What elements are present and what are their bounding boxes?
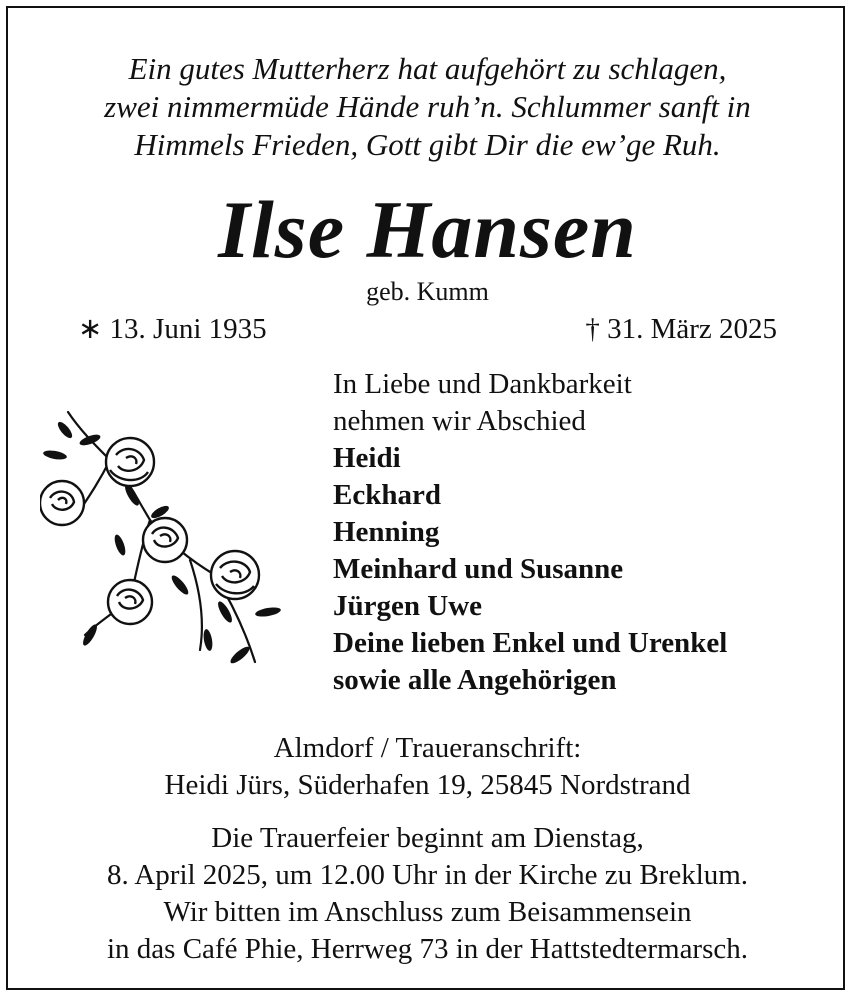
farewell-line: nehmen wir Abschied [333, 405, 586, 437]
mourner-name: Jürgen Uwe [333, 590, 483, 622]
farewell-line: In Liebe und Dankbarkeit [333, 368, 632, 400]
mourning-address [0, 730, 855, 804]
funeral-line: 8. April 2025, um 12.00 Uhr in der Kirche zu Breklum. [106, 859, 749, 891]
rose-icon [143, 518, 187, 562]
funeral-line: Wir bitten im Anschluss zum Beisammensein [163, 896, 692, 928]
birth-date: ∗ 13. Juni 1935 [78, 313, 267, 345]
memorial-verse [0, 50, 855, 164]
rose-icon [108, 580, 152, 624]
mourners-block [333, 366, 727, 699]
verse-line: Himmels Frieden, Gott gibt Dir die ew’ge Ruh. [134, 127, 721, 162]
death-date: † 31. März 2025 [585, 313, 777, 345]
verse-line: Ein gutes Mutterherz hat aufgehört zu schlagen, [128, 51, 727, 86]
deceased-name: Ilse Hansen [218, 184, 637, 275]
address-line: Heidi Jürs, Süderhafen 19, 25845 Nordstrand [164, 769, 691, 801]
roses-illustration [40, 400, 300, 680]
rose-icon [211, 551, 259, 599]
mourner-name: Heidi [333, 442, 401, 474]
mourner-name: Eckhard [333, 479, 441, 511]
verse-line: zwei nimmermüde Hände ruh’n. Schlummer sanft in [104, 89, 751, 124]
address-line: Almdorf / Traueranschrift: [273, 732, 582, 764]
funeral-line: Die Trauerfeier beginnt am Dienstag, [211, 822, 644, 854]
mourner-name: Meinhard und Susanne [333, 553, 624, 585]
mourner-names [333, 440, 727, 699]
rose-icon [40, 481, 84, 525]
funeral-details [0, 820, 855, 968]
maiden-name: geb. Kumm [366, 277, 489, 306]
mourner-name: Henning [333, 516, 440, 548]
funeral-line: in das Café Phie, Herrweg 73 in der Hattstedtermarsch. [106, 933, 749, 965]
rose-icon [106, 438, 154, 486]
mourner-name: Deine lieben Enkel und Urenkel [333, 627, 728, 659]
mourner-name: sowie alle Angehörigen [333, 664, 617, 696]
